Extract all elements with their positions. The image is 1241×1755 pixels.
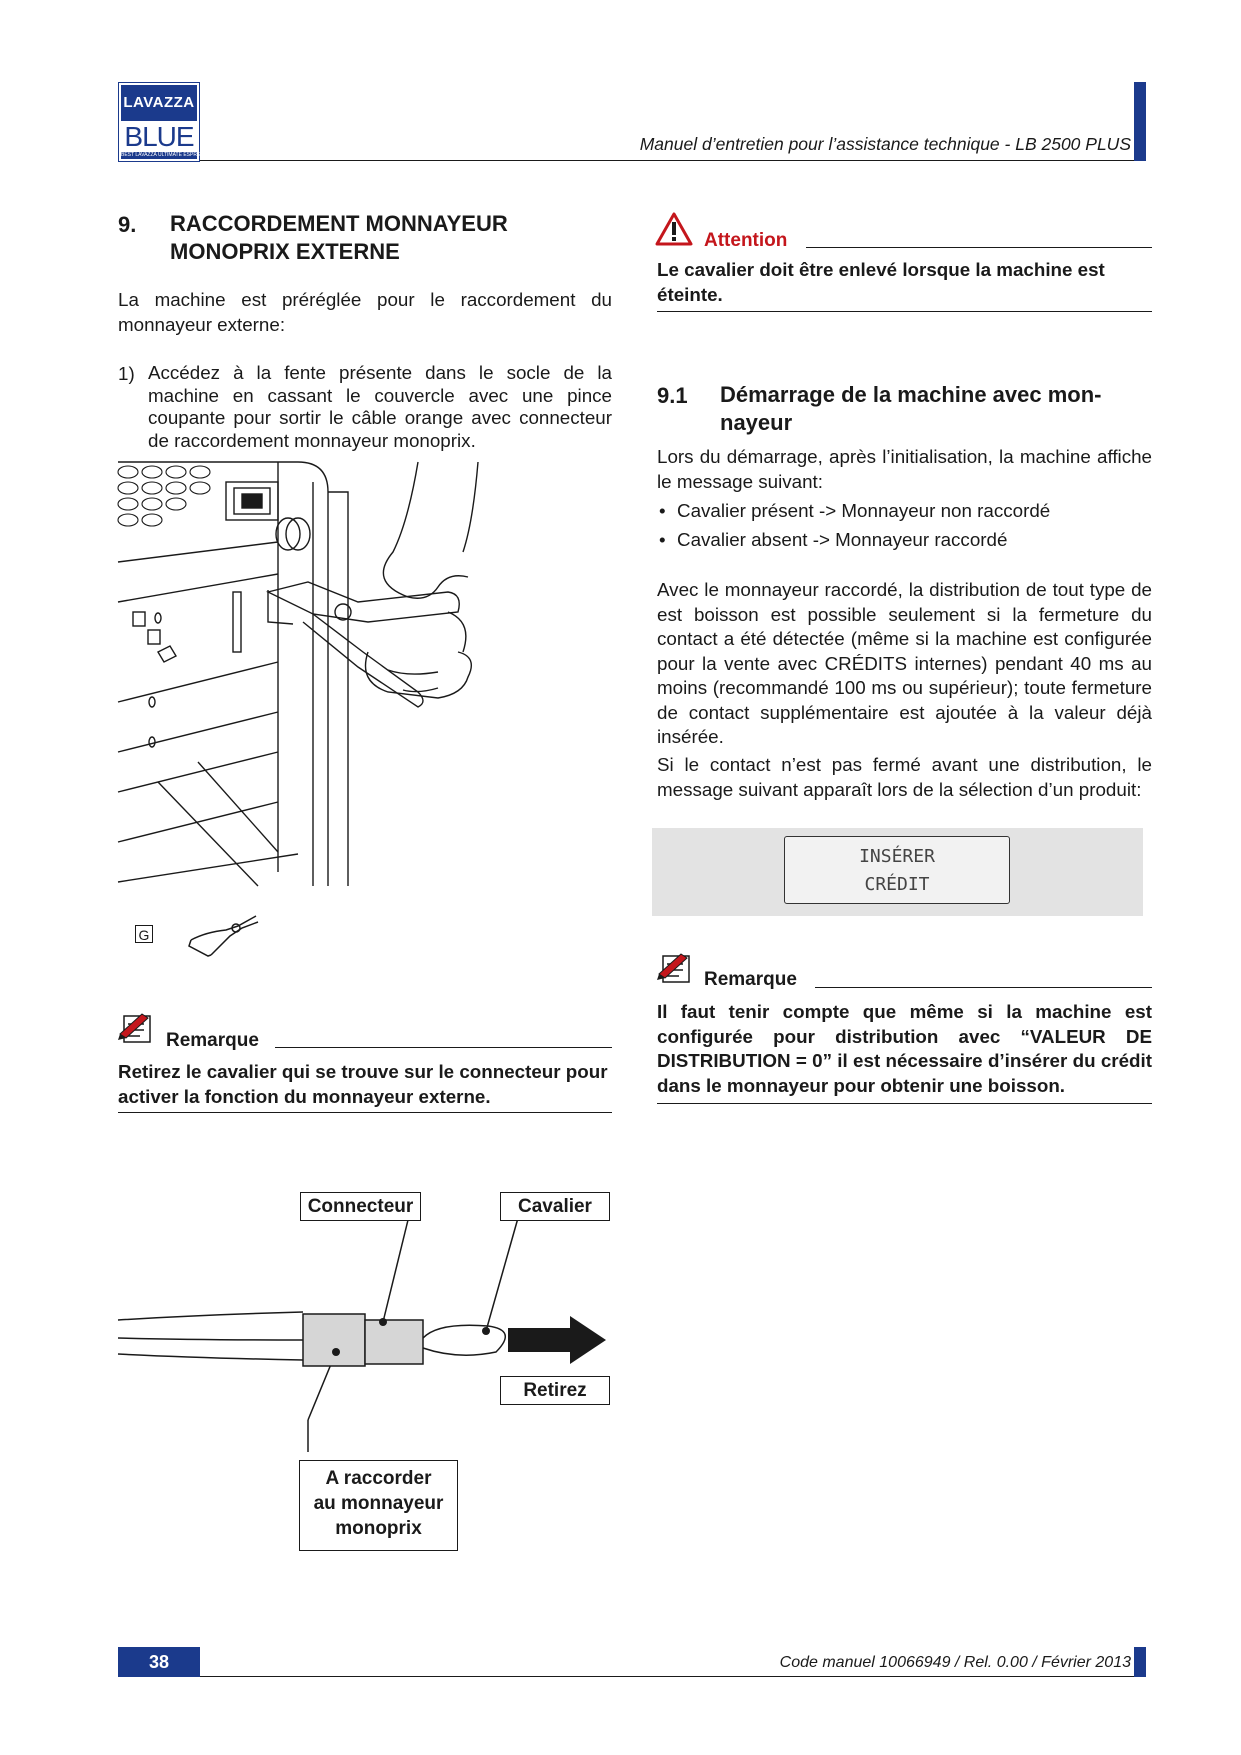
footer-manual-code: Code manuel 10066949 / Rel. 0.00 / Février 2013	[779, 1654, 1131, 1671]
header-title: Manuel d’entretien pour l’assistance technique - LB 2500 PLUS	[639, 134, 1131, 154]
section-91-title-line2: nayeur	[720, 410, 793, 435]
label-retirez: Retirez	[500, 1376, 610, 1405]
lcd-line-2: CRÉDIT	[864, 874, 930, 895]
logo-blue-text: BLUE	[124, 121, 194, 152]
section-91-paragraph: Avec le monnayeur raccordé, la distribution de tout type de est boisson est possible seulement si la fermeture du contact a été détectée (même si la machine est configurée pour la vente avec CRÉDITS internes) pendant 40 ms au moins (recommandé 100 ms ou supérieur); toute fermeture de contact supplémentaire est ajoutée à la valeur déjà insérée.	[657, 579, 1152, 747]
attention-text: Le cavalier doit être enlevé lorsque la machine est éteinte.	[657, 259, 1105, 305]
right-note-bottom-rule	[657, 1103, 1152, 1104]
label-raccorder	[299, 1460, 458, 1551]
left-note-top-rule	[275, 1047, 612, 1048]
section-91-paragraph-2: Si le contact n’est pas fermé avant une distribution, le message suivant apparaît lors de la sélection d’un produit:	[657, 754, 1152, 800]
section-9-title-line1: RACCORDEMENT MONNAYEUR	[170, 211, 508, 236]
page-number: 38	[118, 1647, 200, 1677]
right-note-top-rule	[815, 987, 1152, 988]
step-1-text: Accédez à la fente présente dans le socle de la machine en cassant le couvercle avec une pince coupante pour sortir le câble orange avec connecteur de raccordement monnayeur monoprix.	[148, 362, 612, 451]
attention-top-rule	[806, 247, 1152, 248]
left-note-text: Retirez le cavalier qui se trouve sur le connecteur pour activer la fonction du monnayeur externe.	[118, 1061, 608, 1107]
bullet-1-dot: •	[659, 500, 666, 521]
lcd-screen	[784, 836, 1010, 904]
label-raccorder-line1: A raccorder	[325, 1468, 432, 1489]
right-note-text: Il faut tenir compte que même si la machine est configurée pour distribution avec “VALEUR DE DISTRIBUTION = 0” il est nécessaire d’insérer du crédit dans le monnayeur pour obtenir une boisson.	[657, 1001, 1152, 1096]
section-9-intro: La machine est préréglée pour le raccordement du monnayeur externe:	[118, 289, 612, 335]
logo-tagline: BEST LAVAZZA ULTIMATE ESPRESSO	[121, 152, 211, 158]
left-note-title: Remarque	[166, 1030, 259, 1051]
right-note-title: Remarque	[704, 969, 797, 990]
label-raccorder-line3: monoprix	[335, 1518, 422, 1539]
section-91-intro: Lors du démarrage, après l’initialisation, la machine affiche le message suivant:	[657, 446, 1152, 492]
section-9-title	[170, 210, 610, 266]
attention-title: Attention	[704, 230, 788, 251]
warning-triangle-icon	[655, 212, 693, 246]
machine-pliers-illustration	[118, 462, 538, 886]
left-note-bottom-rule	[118, 1112, 612, 1113]
footer-rule	[200, 1676, 1134, 1677]
bullet-2-dot: •	[659, 529, 666, 550]
footer-blue-tab	[1134, 1647, 1146, 1677]
bullet-1: Cavalier présent -> Monnayeur non raccordé	[677, 500, 1051, 521]
header-rule	[200, 160, 1134, 161]
header-blue-tab	[1134, 82, 1146, 161]
lavazza-blue-logo	[118, 82, 211, 162]
label-connecteur: Connecteur	[300, 1192, 421, 1221]
section-9-title-line2: MONOPRIX EXTERNE	[170, 239, 400, 264]
label-cavalier: Cavalier	[500, 1192, 610, 1221]
lcd-line-1: INSÉRER	[859, 846, 935, 867]
section-91-title	[720, 381, 1152, 437]
section-91-number: 9.1	[657, 383, 688, 408]
section-9-number: 9.	[118, 212, 137, 237]
note-pencil-icon	[657, 952, 697, 988]
note-pencil-icon	[118, 1012, 158, 1048]
tool-letter-box: G	[135, 925, 153, 943]
logo-wordmark: LAVAZZA	[121, 85, 197, 121]
pliers-icon	[186, 910, 266, 962]
step-1-number: 1)	[118, 363, 135, 384]
label-raccorder-line2: au monnayeur	[313, 1493, 444, 1514]
lcd-display-panel	[652, 828, 1143, 916]
bullet-2: Cavalier absent -> Monnayeur raccordé	[677, 529, 1008, 550]
section-91-title-line1: Démarrage de la machine avec mon-	[720, 382, 1102, 407]
attention-bottom-rule	[657, 311, 1152, 312]
